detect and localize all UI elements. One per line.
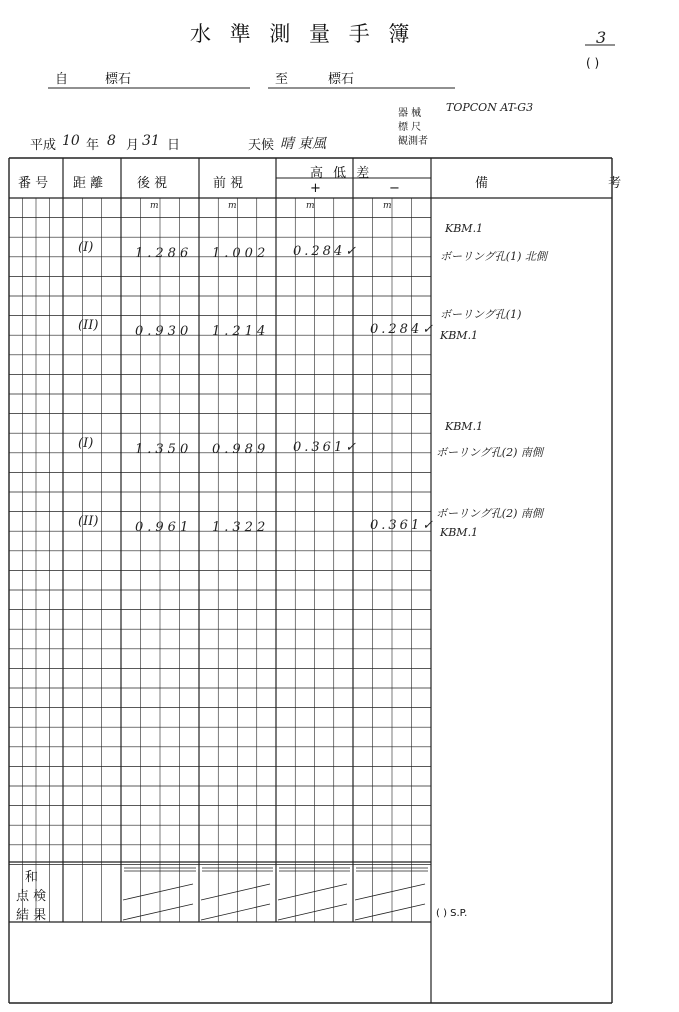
- check-diagonal: [355, 884, 425, 900]
- footer-sum: 和: [25, 870, 39, 885]
- remark-1: KBM.1: [445, 222, 484, 235]
- entry-minus: 0.284✓: [370, 322, 437, 337]
- remark-2: ボーリング孔(1) 北側: [440, 250, 547, 263]
- footer-sp-note: ( ) S.P.: [436, 908, 468, 919]
- remark-7: ボーリング孔(2) 南側: [436, 507, 543, 520]
- entry-foresight: 1.214: [212, 324, 270, 339]
- entry-foresight: 1.002: [212, 246, 270, 261]
- from-label: 自: [55, 72, 69, 87]
- entry-label: (II): [78, 514, 99, 529]
- entry-minus: 0.361✓: [370, 518, 437, 533]
- instrument-value: TOPCON AT-G3: [446, 101, 534, 114]
- date-year-unit: 年: [86, 138, 100, 153]
- entry-backsight: 1.286: [135, 246, 193, 261]
- to-value: 標石: [328, 72, 355, 87]
- check-diagonal: [278, 884, 347, 900]
- entry-backsight: 0.961: [135, 520, 193, 535]
- entry-backsight: 1.350: [135, 442, 193, 457]
- entry-label: (I): [78, 240, 94, 255]
- entry-backsight: 0.930: [135, 324, 193, 339]
- observer-label: 観測者: [398, 136, 428, 147]
- date-month: 8: [107, 133, 116, 149]
- check-diagonal: [123, 884, 193, 900]
- instrument-label: 器 械: [398, 108, 422, 119]
- from-value: 標石: [105, 72, 132, 87]
- entry-foresight: 0.989: [212, 442, 270, 457]
- result-diagonal: [355, 904, 425, 920]
- weather-value: 晴: [280, 136, 294, 152]
- entry-plus: 0.361✓: [293, 440, 360, 455]
- date-day: 31: [142, 133, 160, 149]
- remark-3: ボーリング孔(1): [440, 308, 522, 321]
- result-diagonal: [278, 904, 347, 920]
- column-remarks: 備 考: [475, 176, 679, 191]
- date-month-unit: 月: [126, 138, 140, 153]
- page-title: 水 準 測 量 手 簿: [190, 22, 416, 46]
- remark-6: ボーリング孔(2) 南側: [436, 446, 543, 459]
- remark-5: KBM.1: [445, 420, 484, 433]
- remark-8: KBM.1: [440, 526, 479, 539]
- unit-foresight: m: [228, 201, 237, 211]
- column-plus: +: [310, 181, 321, 196]
- column-height-diff: 高 低 差: [310, 166, 373, 181]
- result-diagonal: [201, 904, 270, 920]
- entry-plus: 0.284✓: [293, 244, 360, 259]
- weather-label: 天候: [248, 138, 275, 153]
- footer-result: 結 果: [16, 908, 47, 923]
- column-number: 番 号: [18, 176, 49, 191]
- column-distance: 距 離: [73, 176, 104, 191]
- column-minus: −: [389, 181, 400, 196]
- to-label: 至: [275, 72, 289, 87]
- footer-check: 点 検: [16, 889, 47, 904]
- date-prefix: 平成: [30, 138, 57, 153]
- date-day-unit: 日: [167, 138, 181, 153]
- column-backsight: 後 視: [137, 176, 168, 191]
- page-number: 3: [596, 28, 607, 47]
- result-diagonal: [123, 904, 193, 920]
- entry-foresight: 1.322: [212, 520, 270, 535]
- unit-minus: m: [383, 201, 392, 211]
- remark-4: KBM.1: [440, 329, 479, 342]
- page-paren: ( ): [586, 56, 600, 70]
- unit-plus: m: [306, 201, 315, 211]
- entry-label: (II): [78, 318, 99, 333]
- staff-label: 標 尺: [398, 122, 422, 133]
- wind-value: 東風: [298, 136, 326, 152]
- date-year: 10: [62, 133, 80, 149]
- entry-label: (I): [78, 436, 94, 451]
- column-foresight: 前 視: [213, 176, 244, 191]
- check-diagonal: [201, 884, 270, 900]
- unit-backsight: m: [150, 201, 159, 211]
